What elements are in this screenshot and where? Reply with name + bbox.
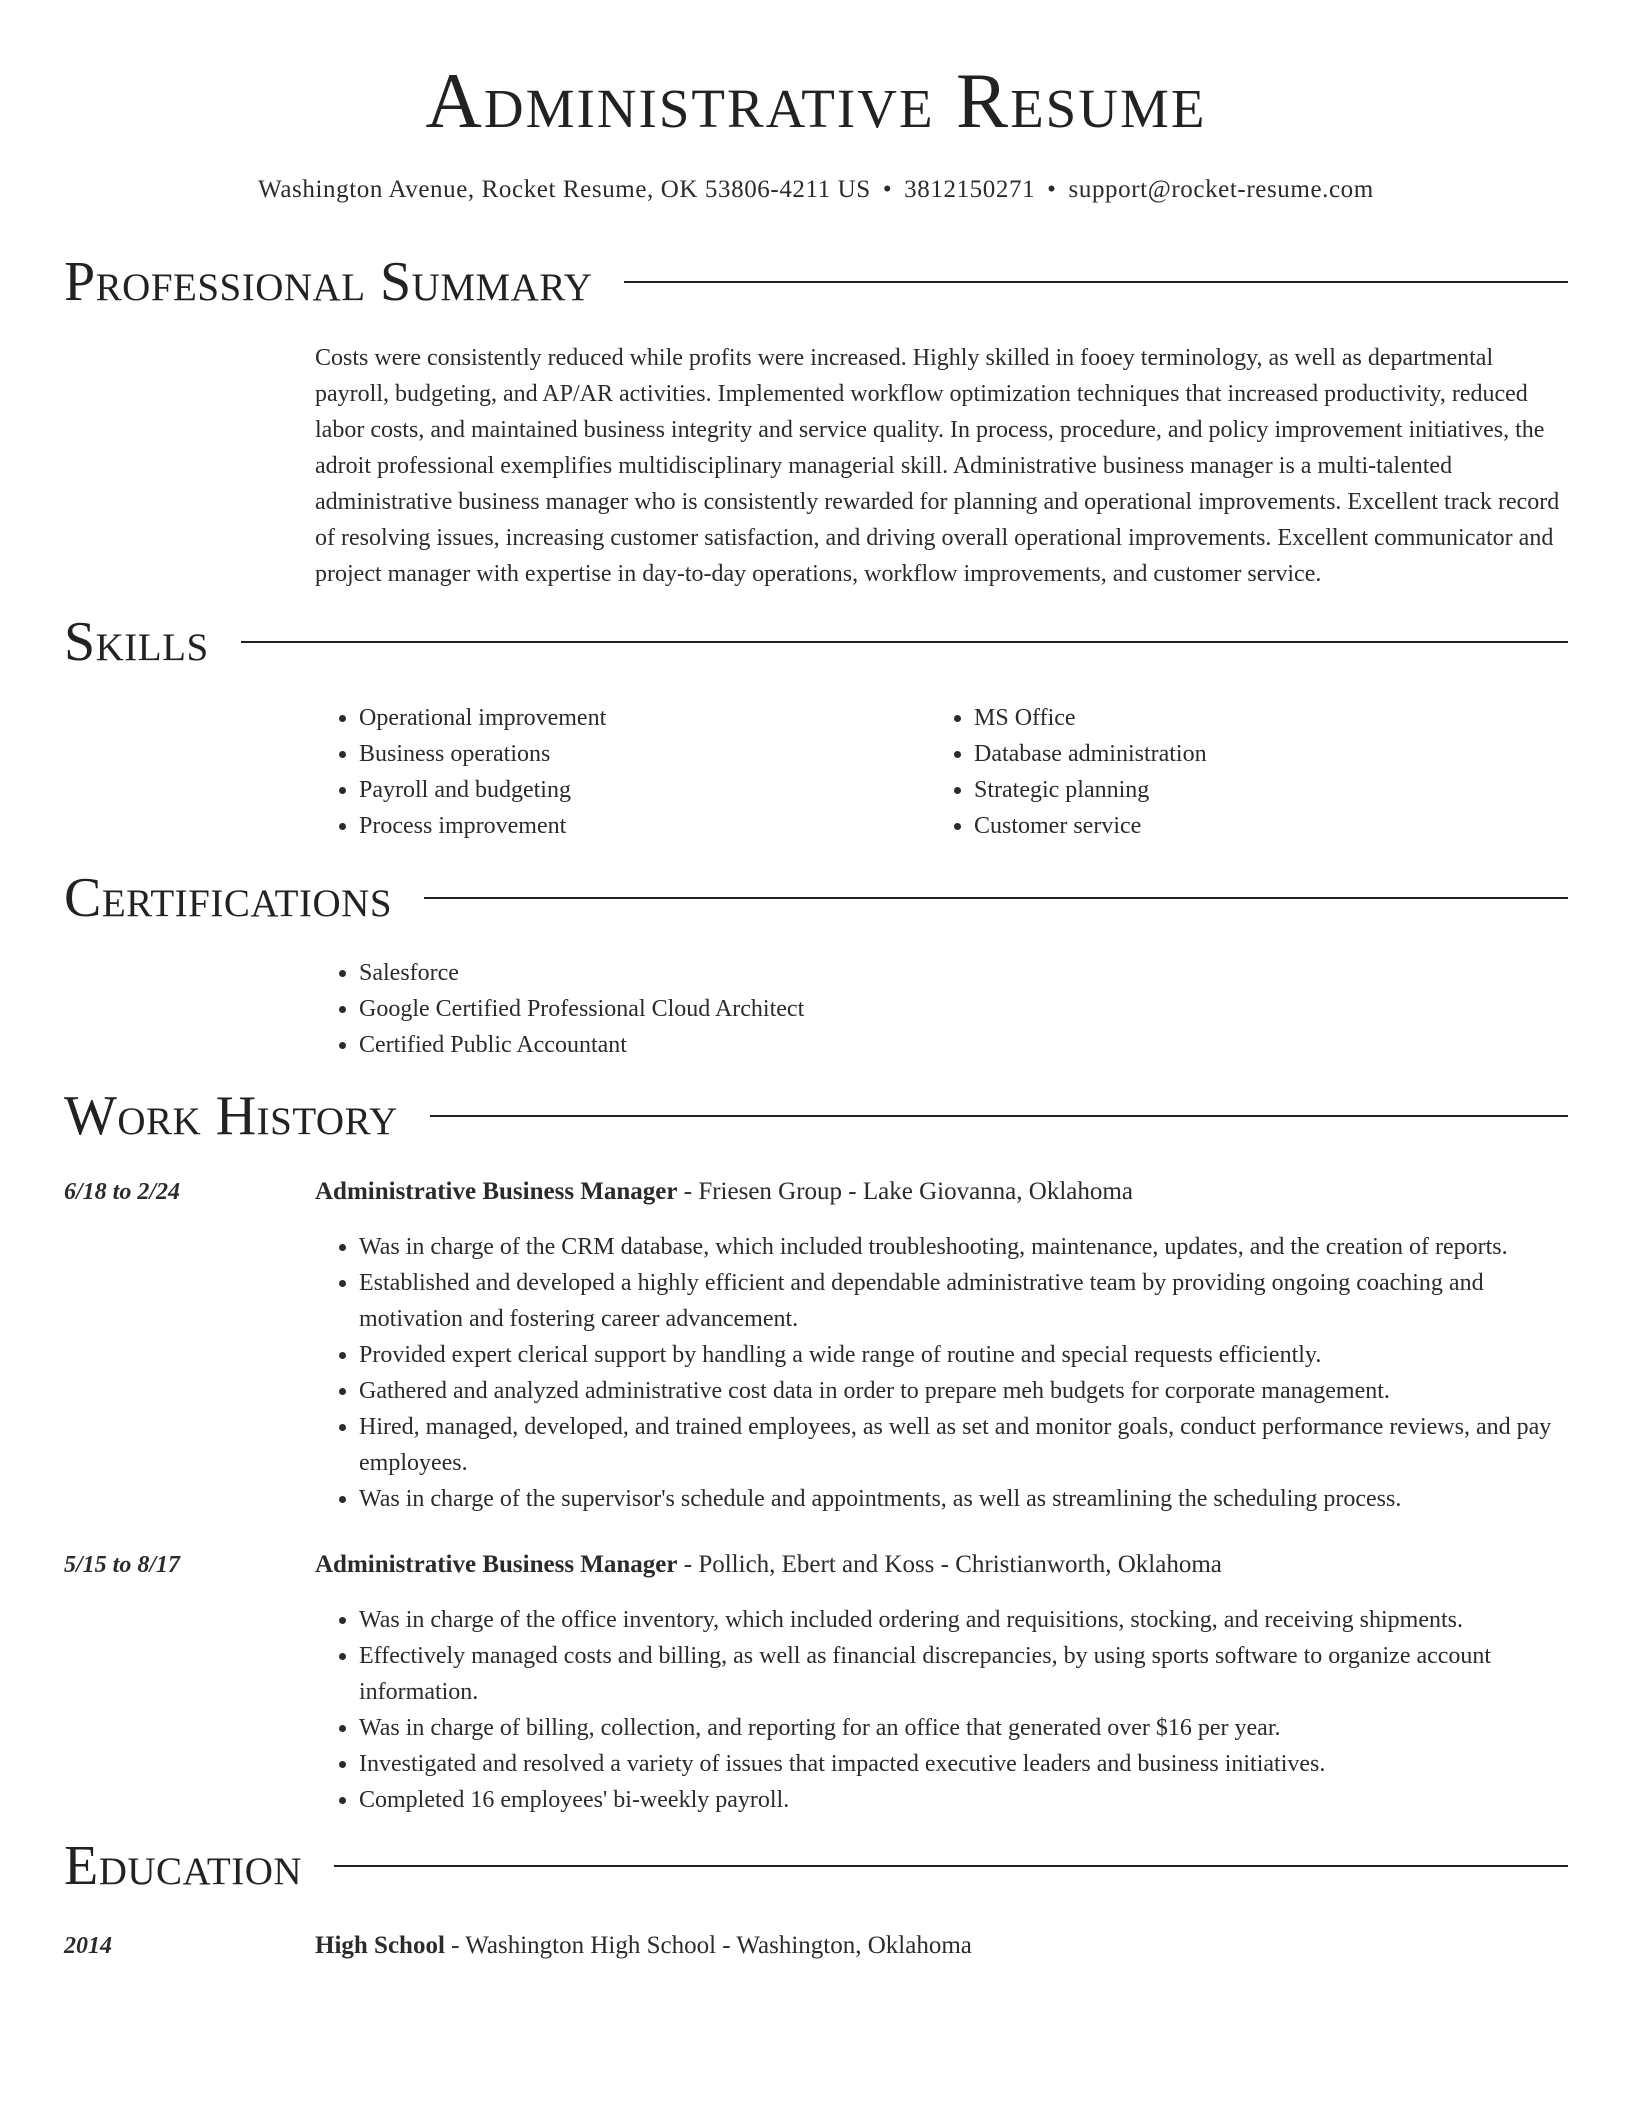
job-header bbox=[315, 1547, 1568, 1583]
section-header-education bbox=[64, 1835, 1568, 1897]
job-dates: 5/15 to 8/17 bbox=[64, 1552, 181, 1578]
contact-phone: 3812150271 bbox=[904, 176, 1036, 203]
job-bullet: • Hired, managed, developed, and trained employees, as well as set and monitor goals, conduct performance reviews, and pay employees. bbox=[359, 1409, 1568, 1481]
job-bullet: • Provided expert clerical support by handling a wide range of routine and special requests efficiently. bbox=[359, 1337, 1568, 1373]
job-bullet: • Investigated and resolved a variety of issues that impacted executive leaders and business initiatives. bbox=[359, 1746, 1568, 1782]
resume-title: Administrative Resume bbox=[425, 57, 1207, 144]
skill-item: • Customer service bbox=[974, 808, 1530, 844]
skill-item: • Operational improvement bbox=[359, 700, 915, 736]
skills-list-left bbox=[315, 700, 915, 844]
section-title-summary: Professional Summary bbox=[64, 251, 593, 313]
section-title-certifications: Certifications bbox=[64, 867, 393, 929]
job-bullet: • Effectively managed costs and billing, as well as financial discrepancies, by using sports software to organize account information. bbox=[359, 1638, 1568, 1710]
contact-line bbox=[0, 176, 1632, 204]
section-divider bbox=[624, 281, 1568, 283]
section-header-work-history bbox=[64, 1085, 1568, 1147]
job-bullet: • Was in charge of the office inventory, which included ordering and requisitions, stocking, and receiving shipments. bbox=[359, 1602, 1568, 1638]
job-bullet: • Was in charge of the CRM database, which included troubleshooting, maintenance, updates, and the creation of reports. bbox=[359, 1229, 1568, 1265]
certifications-list bbox=[315, 955, 1568, 1063]
skill-item: • Strategic planning bbox=[974, 772, 1530, 808]
skill-item: • Business operations bbox=[359, 736, 915, 772]
job-bullet: • Established and developed a highly efficient and dependable administrative team by providing ongoing coaching and motivation and fostering career advancement. bbox=[359, 1265, 1568, 1337]
education-year: 2014 bbox=[64, 1933, 112, 1959]
section-title-education: Education bbox=[64, 1835, 303, 1897]
skill-item: • MS Office bbox=[974, 700, 1530, 736]
contact-separator: • bbox=[1047, 176, 1057, 203]
section-divider bbox=[424, 897, 1568, 899]
certification-item: • Certified Public Accountant bbox=[359, 1027, 1568, 1063]
job-bullet: • Completed 16 employees' bi-weekly payroll. bbox=[359, 1782, 1568, 1818]
job-responsibilities bbox=[315, 1602, 1568, 1818]
certification-item: • Google Certified Professional Cloud Architect bbox=[359, 991, 1568, 1027]
job-employer-location: - Pollich, Ebert and Koss - Christianworth, Oklahoma bbox=[677, 1551, 1222, 1578]
section-header-certifications bbox=[64, 867, 1568, 929]
section-title-skills: Skills bbox=[64, 611, 209, 673]
skills-column-left bbox=[315, 700, 915, 844]
contact-separator: • bbox=[882, 176, 893, 203]
skills-list-right bbox=[930, 700, 1530, 844]
skill-item: • Payroll and budgeting bbox=[359, 772, 915, 808]
contact-address: Washington Avenue, Rocket Resume, OK 53806-4211 US bbox=[258, 176, 871, 203]
job-responsibilities bbox=[315, 1229, 1568, 1517]
education-degree: High School bbox=[315, 1932, 445, 1959]
section-divider bbox=[334, 1865, 1568, 1867]
job-bullet: • Was in charge of the supervisor's schedule and appointments, as well as streamlining the scheduling process. bbox=[359, 1481, 1568, 1517]
section-divider bbox=[430, 1115, 1568, 1117]
job-bullet: • Gathered and analyzed administrative cost data in order to prepare meh budgets for corporate management. bbox=[359, 1373, 1568, 1409]
section-divider bbox=[241, 641, 1568, 643]
summary-text: Costs were consistently reduced while profits were increased. Highly skilled in fooey terminology, as well as departmental payroll, budgeting, and AP/AR activities. Implemented workflow optimization techniques that increased productivity, reduced labor costs, and maintained business integrity and service quality. In process, procedure, and policy improvement initiatives, the adroit professional exemplifies multidisciplinary managerial skill. Administrative business manager is a multi-talented administrative business manager who is consistently rewarded for planning and operational improvements. Excellent track record of resolving issues, increasing customer satisfaction, and driving overall operational improvements. Excellent communicator and project manager with expertise in day-to-day operations, workflow improvements, and customer service. bbox=[315, 345, 1560, 587]
certifications-block bbox=[315, 955, 1568, 1063]
skill-item: • Database administration bbox=[974, 736, 1530, 772]
job-employer-location: - Friesen Group - Lake Giovanna, Oklahoma bbox=[677, 1178, 1133, 1205]
job-bullet: • Was in charge of billing, collection, and reporting for an office that generated over $16 per year. bbox=[359, 1710, 1568, 1746]
section-header-summary bbox=[64, 251, 1568, 313]
section-header-skills bbox=[64, 611, 1568, 673]
section-title-work-history: Work History bbox=[64, 1085, 398, 1147]
skills-column-right bbox=[930, 700, 1530, 844]
job-title: Administrative Business Manager bbox=[315, 1178, 678, 1205]
education-school-location: - Washington High School - Washington, Oklahoma bbox=[444, 1932, 972, 1959]
job-header bbox=[315, 1174, 1568, 1210]
certification-item: • Salesforce bbox=[359, 955, 1568, 991]
job-bullet-list bbox=[315, 1602, 1568, 1818]
job-dates: 6/18 to 2/24 bbox=[64, 1179, 181, 1205]
job-bullet-list bbox=[315, 1229, 1568, 1517]
skill-item: • Process improvement bbox=[359, 808, 915, 844]
education-entry bbox=[315, 1928, 1568, 1964]
contact-email: support@rocket-resume.com bbox=[1068, 176, 1374, 203]
job-title: Administrative Business Manager bbox=[315, 1551, 678, 1578]
